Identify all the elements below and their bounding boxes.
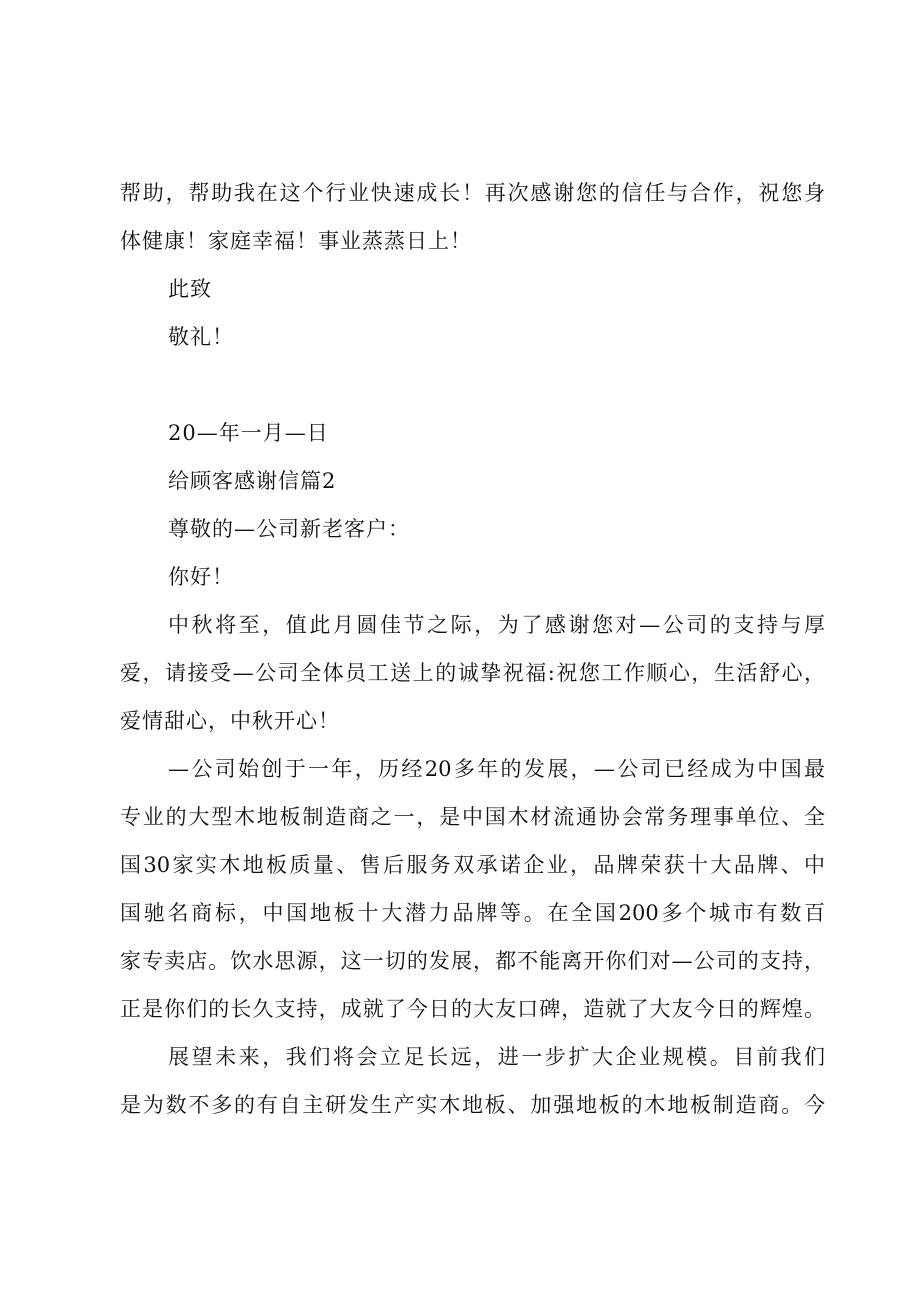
letter-title: 给顾客感谢信篇2 [168,469,337,493]
paragraph-line: 爱情甜心，中秋开心！ [120,709,340,733]
paragraph-line: 家专卖店。饮水思源，这一切的发展，都不能离开你们对—公司的支持， [120,949,825,973]
paragraph-line: 中秋将至，值此月圆佳节之际，为了感谢您对—公司的支持与厚 [168,613,825,637]
paragraph-line: 正是你们的长久支持，成就了今日的大友口碑，造就了大友今日的辉煌。 [120,997,825,1021]
paragraph-line: 展望未来，我们将会立足长远，进一步扩大企业规模。目前我们 [168,1045,825,1069]
salutation: 尊敬的—公司新老客户： [168,517,410,541]
paragraph-line: —公司始创于一年，历经20多年的发展，—公司已经成为中国最 [168,757,825,781]
regards-line: 敬礼！ [168,325,234,349]
paragraph-line: 是为数不多的有自主研发生产实木地板、加强地板的木地板制造商。今 [120,1093,825,1117]
body-line: 帮助，帮助我在这个行业快速成长！再次感谢您的信任与合作，祝您身 [120,181,825,205]
closing-line: 此致 [168,277,212,301]
blank-line [0,361,920,409]
paragraph-line: 爱，请接受—公司全体员工送上的诚挚祝福:祝您工作顺心，生活舒心， [120,661,825,685]
paragraph-line: 国30家实木地板质量、售后服务双承诺企业，品牌荣获十大品牌、中 [120,853,825,877]
paragraph-line: 专业的大型木地板制造商之一，是中国木材流通协会常务理事单位、全 [120,805,825,829]
body-line: 体健康！家庭幸福！事业蒸蒸日上！ [120,229,472,253]
greeting: 你好！ [168,565,234,589]
paragraph-line: 国驰名商标，中国地板十大潜力品牌等。在全国200多个城市有数百 [120,901,825,925]
date-line: 20—年一月—日 [168,421,329,445]
